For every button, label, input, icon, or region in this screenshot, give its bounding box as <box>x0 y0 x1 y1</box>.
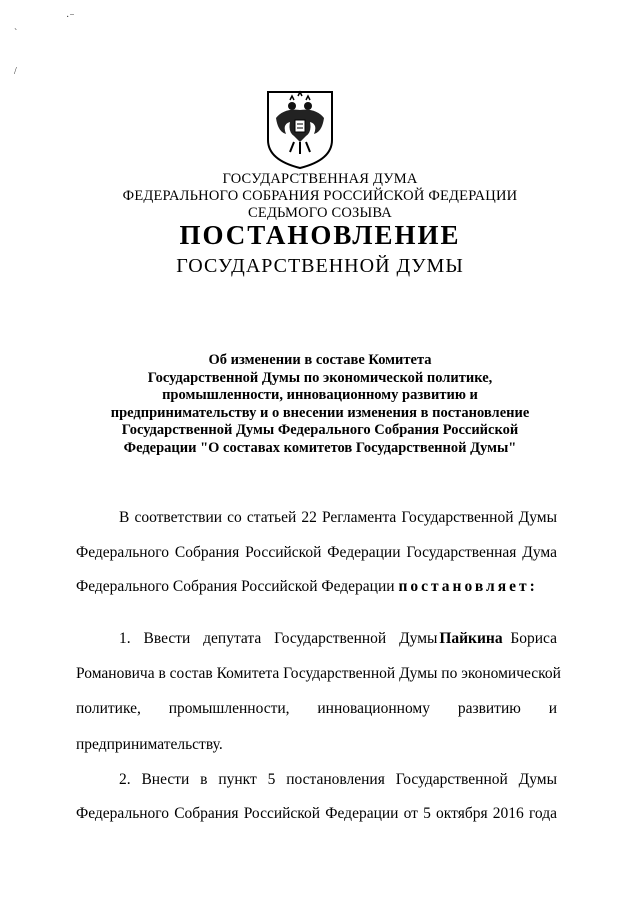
subject-line: Федерации "О составах комитетов Государственной Думы" <box>123 439 517 456</box>
subject-line: предпринимательству и о внесении изменения в постановление <box>110 404 530 421</box>
preamble-line: Федерального Собрания Российской Федерации Государственная Дума <box>76 544 557 561</box>
preamble-text: Федерального Собрания Российской Федерации <box>76 578 395 595</box>
item-2-line: Федерального Собрания Российской Федерации от 5 октября 2016 года <box>76 805 557 822</box>
preamble-line: В соответствии со статьей 22 Регламента Государственной Думы <box>119 509 557 526</box>
resolves-verb: постановляет: <box>398 578 538 595</box>
header-line-assembly: ФЕДЕРАЛЬНОГО СОБРАНИЯ РОССИЙСКОЙ ФЕДЕРАЦИИ <box>122 188 518 204</box>
subject-line: Государственной Думы по экономической политике, <box>147 369 493 386</box>
subject-line: Об изменении в составе Комитета <box>208 352 432 368</box>
document-title: ПОСТАНОВЛЕНИЕ <box>179 220 461 250</box>
item-1-line: политике, промышленности, инновационному развитию и <box>76 700 557 717</box>
document-subtitle: ГОСУДАРСТВЕННОЙ ДУМЫ <box>176 255 464 277</box>
deputy-surname: Пайкина <box>439 630 503 647</box>
header-line-convocation: СЕДЬМОГО СОЗЫВА <box>248 205 392 221</box>
preamble-line <box>76 578 557 596</box>
subject-line: Государственной Думы Федерального Собрания Российской <box>121 422 519 438</box>
item-1-line: предпринимательству. <box>76 736 223 753</box>
item-1-line: Романовича в состав Комитета Государственной Думы по экономической <box>76 665 561 682</box>
subject-line: промышленности, инновационному развитию и <box>162 387 478 403</box>
deputy-first-name: Бориса <box>510 630 557 647</box>
header-line-duma: ГОСУДАРСТВЕННАЯ ДУМА <box>222 171 418 187</box>
item-1-line <box>119 630 557 648</box>
coat-of-arms-emblem <box>264 88 336 170</box>
item-2-line: 2. Внести в пункт 5 постановления Государственной Думы <box>119 771 557 788</box>
item-1-intro: 1. Ввести депутата Государственной Думы <box>119 630 438 647</box>
